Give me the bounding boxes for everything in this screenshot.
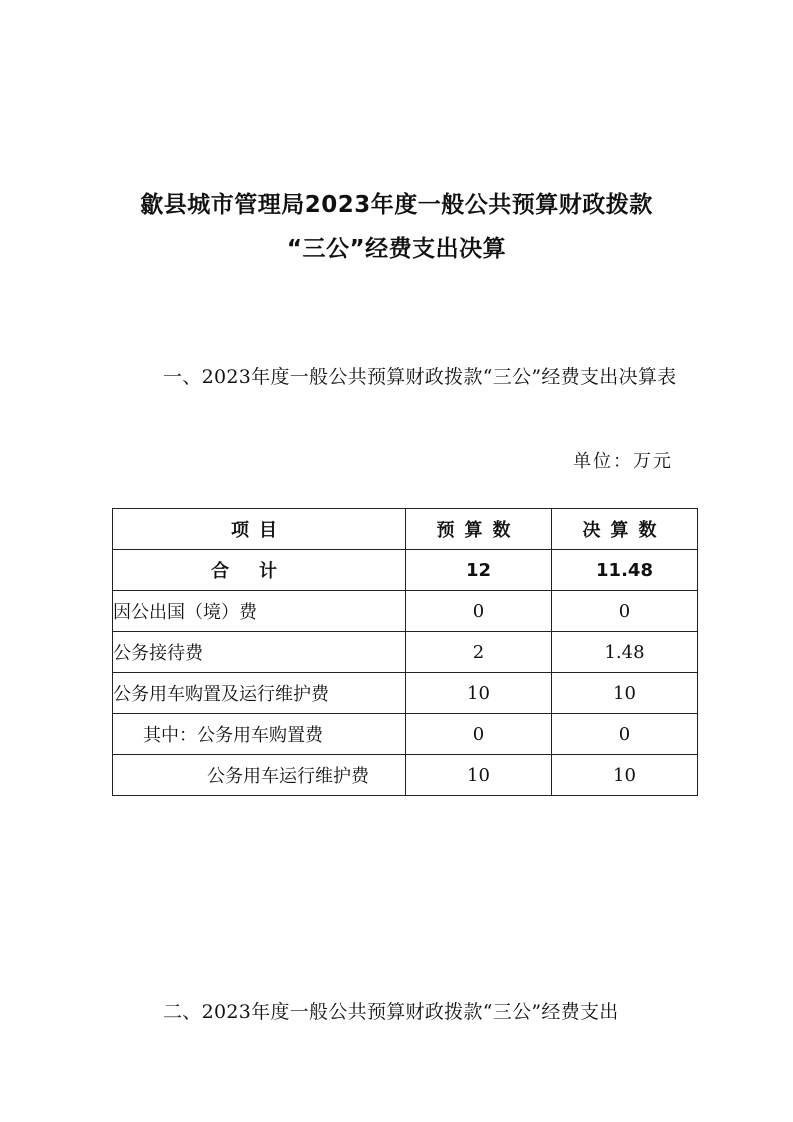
table-row <box>113 755 698 796</box>
row-label: 公务接待费 <box>113 632 406 673</box>
row-budget: 0 <box>406 591 552 632</box>
table-row <box>113 591 698 632</box>
three-public-expenses-table <box>112 508 698 796</box>
row-actual: 10 <box>552 755 698 796</box>
section-1-heading: 一、2023年度一般公共预算财政拨款“三公”经费支出决算表 <box>163 366 677 388</box>
table-row <box>113 673 698 714</box>
header-budget: 预算数 <box>406 509 552 550</box>
table-row <box>113 632 698 673</box>
row-budget: 2 <box>406 632 552 673</box>
header-actual: 决算数 <box>552 509 698 550</box>
document-title-line-2: “三公”经费支出决算 <box>286 236 507 262</box>
row-budget: 0 <box>406 714 552 755</box>
row-actual: 0 <box>552 714 698 755</box>
row-label: 因公出国（境）费 <box>113 591 406 632</box>
header-item: 项目 <box>113 509 406 550</box>
total-actual: 11.48 <box>552 550 698 591</box>
row-budget: 10 <box>406 673 552 714</box>
total-budget: 12 <box>406 550 552 591</box>
total-label: 合计 <box>113 550 406 591</box>
section-2-heading: 二、2023年度一般公共预算财政拨款“三公”经费支出 <box>163 1001 619 1023</box>
table-header-row <box>113 509 698 550</box>
row-actual: 10 <box>552 673 698 714</box>
row-label: 其中：公务用车购置费 <box>113 714 406 755</box>
table-row <box>113 714 698 755</box>
row-budget: 10 <box>406 755 552 796</box>
row-actual: 0 <box>552 591 698 632</box>
row-actual: 1.48 <box>552 632 698 673</box>
row-label: 公务用车购置及运行维护费 <box>113 673 406 714</box>
table-row-total <box>113 550 698 591</box>
unit-label: 单位：万元 <box>573 451 673 472</box>
row-label: 公务用车运行维护费 <box>113 755 406 796</box>
document-title-line-1: 歙县城市管理局2023年度一般公共预算财政拨款 <box>140 192 653 218</box>
